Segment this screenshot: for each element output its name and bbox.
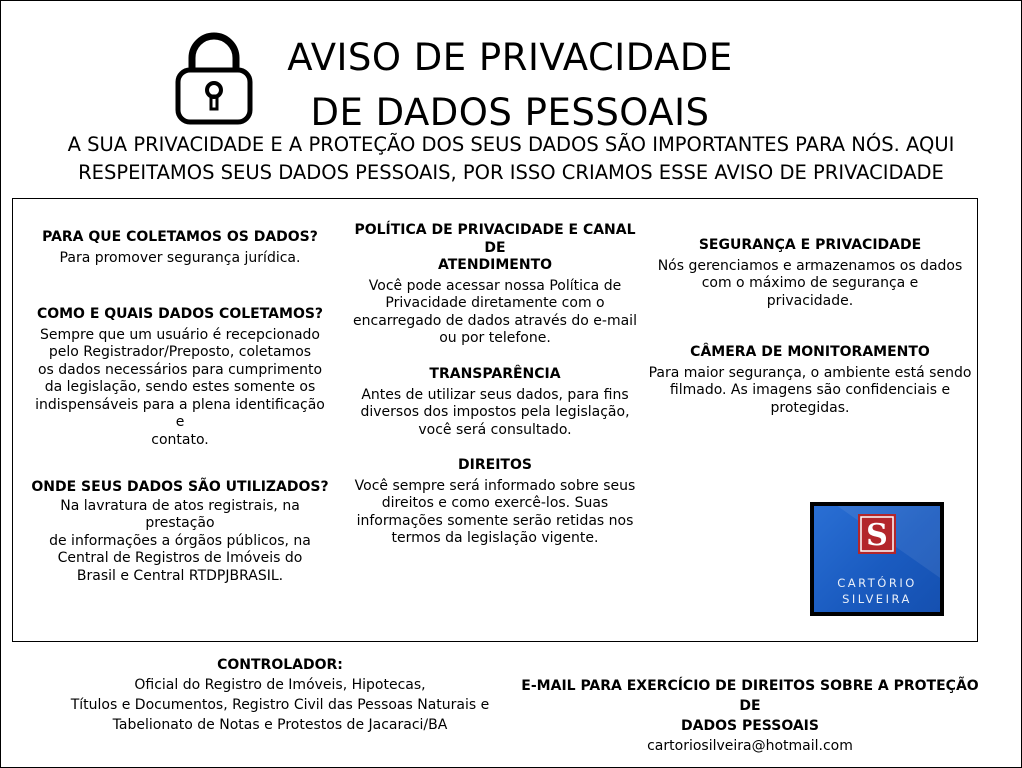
section-line: de informações a órgãos públicos, na [49,532,311,549]
section-line: encarregado de dados através do e-mail [353,312,637,329]
section-line: indispensáveis para a plena identificação e [35,396,325,430]
section-line: informações somente serão retidas nos [356,512,634,529]
section-heading: ONDE SEUS DADOS SÃO UTILIZADOS? [31,479,329,495]
section-onde [25,479,335,585]
title-line-1: AVISO DE PRIVACIDADE [287,36,733,79]
email-heading [520,676,980,736]
logo-line-1: CARTÓRIO [837,576,917,590]
section-line: os dados necessários para cumprimento [37,361,323,378]
section-para-que [30,229,330,267]
section-line: Você sempre será informado sobre seus [354,477,636,494]
section-line: Sempre que um usuário é recepcionado [40,326,320,343]
section-seguranca [650,237,970,310]
section-line: protegidas. [770,399,850,416]
section-direitos [345,457,645,548]
page-title [280,30,740,140]
footer-controlador [50,655,510,735]
section-line: Central de Registros de Imóveis do [57,550,303,566]
section-line: direitos e como exercê-los. Suas [381,495,609,511]
section-heading: DIREITOS [458,457,532,473]
section-heading: SEGURANÇA E PRIVACIDADE [698,237,922,253]
section-heading: CÂMERA DE MONITORAMENTO [690,344,930,360]
section-line: Para maior segurança, o ambiente está sendo [648,364,972,381]
subtitle-line-2: RESPEITAMOS SEUS DADOS PESSOAIS, POR ISSO CRIAMOS ESSE AVISO DE PRIVACIDADE [78,161,944,184]
section-line: termos da legislação vigente. [391,530,599,546]
email-heading-line: DADOS PESSOAIS [681,718,819,734]
section-line: você será consultado. [418,421,572,438]
section-line: da legislação, sendo estes somente os [44,379,316,395]
subtitle-line-1: A SUA PRIVACIDADE E A PROTEÇÃO DOS SEUS DADOS SÃO IMPORTANTES PARA NÓS. AQUI [67,133,955,156]
section-line: diversos dos impostos pela legislação, [360,404,630,420]
section-line: filmado. As imagens são confidenciais e [669,382,951,398]
section-heading: COMO E QUAIS DADOS COLETAMOS? [36,306,324,322]
section-como-quais [30,306,330,449]
section-line: com o máximo de segurança e [701,275,919,291]
section-line: Antes de utilizar seus dados, para fins [361,386,629,403]
section-transparencia [345,366,645,439]
section-heading-line: ATENDIMENTO [437,257,553,273]
section-line: Você pode acessar nossa Política de [368,277,622,294]
section-body: Para promover segurança jurídica. [59,249,301,266]
logo-line-2: SILVEIRA [842,592,912,606]
controlador-line: Títulos e Documentos, Registro Civil das Pessoas Naturais e [70,697,490,713]
section-line: contato. [151,431,209,448]
section-camera [645,344,975,417]
title-line-2: DE DADOS PESSOAIS [310,91,710,134]
section-line: pelo Registrador/Preposto, coletamos [48,344,312,360]
email-heading-line: E-MAIL PARA EXERCÍCIO DE DIREITOS SOBRE A PROTEÇÃO DE [521,678,979,714]
section-heading: TRANSPARÊNCIA [429,366,561,382]
section-line: Nós gerenciamos e armazenamos os dados [657,257,963,274]
section-line: ou por telefone. [439,330,551,346]
section-line: Privacidade diretamente com o [385,295,605,311]
section-heading: PARA QUE COLETAMOS OS DADOS? [42,229,318,245]
section-heading-line: POLÍTICA DE PRIVACIDADE E CANAL DE [354,222,636,256]
cartorio-logo [810,502,944,616]
section-heading [345,222,645,275]
footer-email [520,676,980,756]
section-line: Na lavratura de atos registrais, na prestação [60,497,300,531]
controlador-line: Tabelionato de Notas e Protestos de Jacaraci/BA [112,717,448,733]
section-line: Brasil e Central RTDPJBRASIL. [76,567,284,584]
svg-text:S: S [866,518,888,553]
section-line: privacidade. [766,292,854,309]
page-subtitle [50,131,972,187]
email-address: cartoriosilveira@hotmail.com [647,738,853,754]
controlador-heading: CONTROLADOR: [217,657,343,673]
section-politica [345,222,645,348]
controlador-line: Oficial do Registro de Imóveis, Hipotecas, [134,677,426,693]
logo-panel [814,506,940,612]
logo-mark-icon [858,514,896,554]
lock-icon [174,30,254,126]
